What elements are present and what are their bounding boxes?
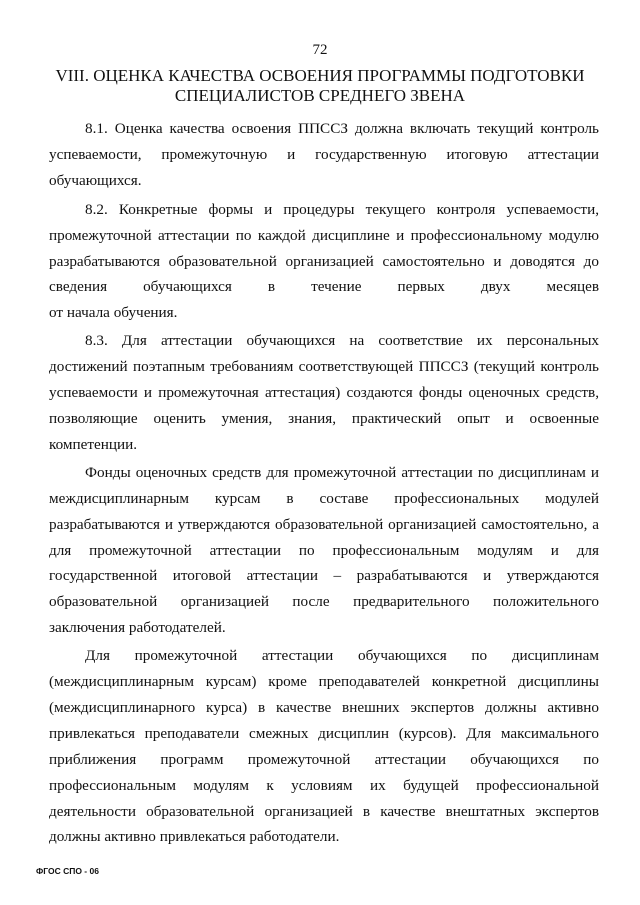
text-line: заключения работодателей. [49, 619, 226, 637]
text-line: профессиональным модулям к условиям их будущей профессиональной [49, 776, 599, 794]
paragraph-external-experts [49, 643, 599, 850]
text-line: (междисциплинарным курсам) кроме преподавателей конкретной дисциплины [49, 673, 599, 691]
text-line: промежуточной аттестации по каждой дисциплине и профессиональному модулю [49, 226, 599, 244]
text-line: достижений поэтапным требованиям соответствующей ППССЗ (текущий контроль [49, 358, 599, 376]
text-line: успеваемости и промежуточная аттестация) создаются фонды оценочных средств, [49, 384, 599, 402]
page-number: 72 [312, 42, 328, 58]
text-line: междисциплинарным курсам в составе профессиональных модулей [49, 489, 599, 507]
paragraph-assessment-funds [49, 460, 599, 641]
text-line: для промежуточной аттестации по профессиональным модулям и для [49, 541, 599, 559]
text-line: сведения обучающихся в течение первых двух месяцев [49, 278, 599, 296]
text-line: разрабатываются и утверждаются образовательной организацией самостоятельно, а [49, 515, 599, 533]
section-heading-line: СПЕЦИАЛИСТОВ СРЕДНЕГО ЗВЕНА [174, 86, 466, 105]
paragraph-8-2 [49, 197, 599, 327]
text-line: приближения программ промежуточной аттестации обучающихся по [49, 750, 599, 768]
text-line: разрабатываются образовательной организацией самостоятельно и доводятся до [49, 252, 599, 270]
text-line: успеваемости, промежуточную и государственную итоговую аттестации [49, 145, 599, 163]
text-line: деятельности образовательной организацией в качестве внештатных экспертов [49, 802, 599, 820]
text-line: компетенции. [49, 435, 138, 453]
text-line: должны активно привлекаться работодатели. [49, 828, 340, 846]
text-line: Для промежуточной аттестации обучающихся по дисциплинам [85, 647, 599, 665]
text-line: (междисциплинарного курса) в качестве внешних экспертов должны активно [49, 698, 599, 716]
text-line: 8.3. Для аттестации обучающихся на соответствие их персональных [85, 332, 599, 350]
text-line: Фонды оценочных средств для промежуточной аттестации по дисциплинам и [85, 463, 599, 481]
section-heading-line: VIII. ОЦЕНКА КАЧЕСТВА ОСВОЕНИЯ ПРОГРАММЫ ПОДГОТОВКИ [55, 66, 585, 85]
paragraph-8-3 [49, 328, 599, 458]
text-line: образовательной организацией после предварительного положительного [49, 593, 599, 611]
text-line: 8.1. Оценка качества освоения ППССЗ должна включать текущий контроль [85, 120, 599, 137]
text-line: от начала обучения. [49, 304, 178, 322]
section-heading [40, 66, 600, 106]
document-body [49, 116, 599, 850]
footer-code: ФГОС СПО - 06 [36, 866, 99, 876]
text-line: государственной итоговой аттестации – разрабатываются и утверждаются [49, 567, 599, 585]
text-line: 8.2. Конкретные формы и процедуры текущего контроля успеваемости, [85, 200, 599, 218]
text-line: привлекаться преподаватели смежных дисциплин (курсов). Для максимального [49, 724, 599, 742]
paragraph-8-1 [49, 116, 599, 194]
text-line: обучающихся. [49, 171, 142, 189]
text-line: позволяющие оценить умения, знания, практический опыт и освоенные [49, 409, 599, 427]
